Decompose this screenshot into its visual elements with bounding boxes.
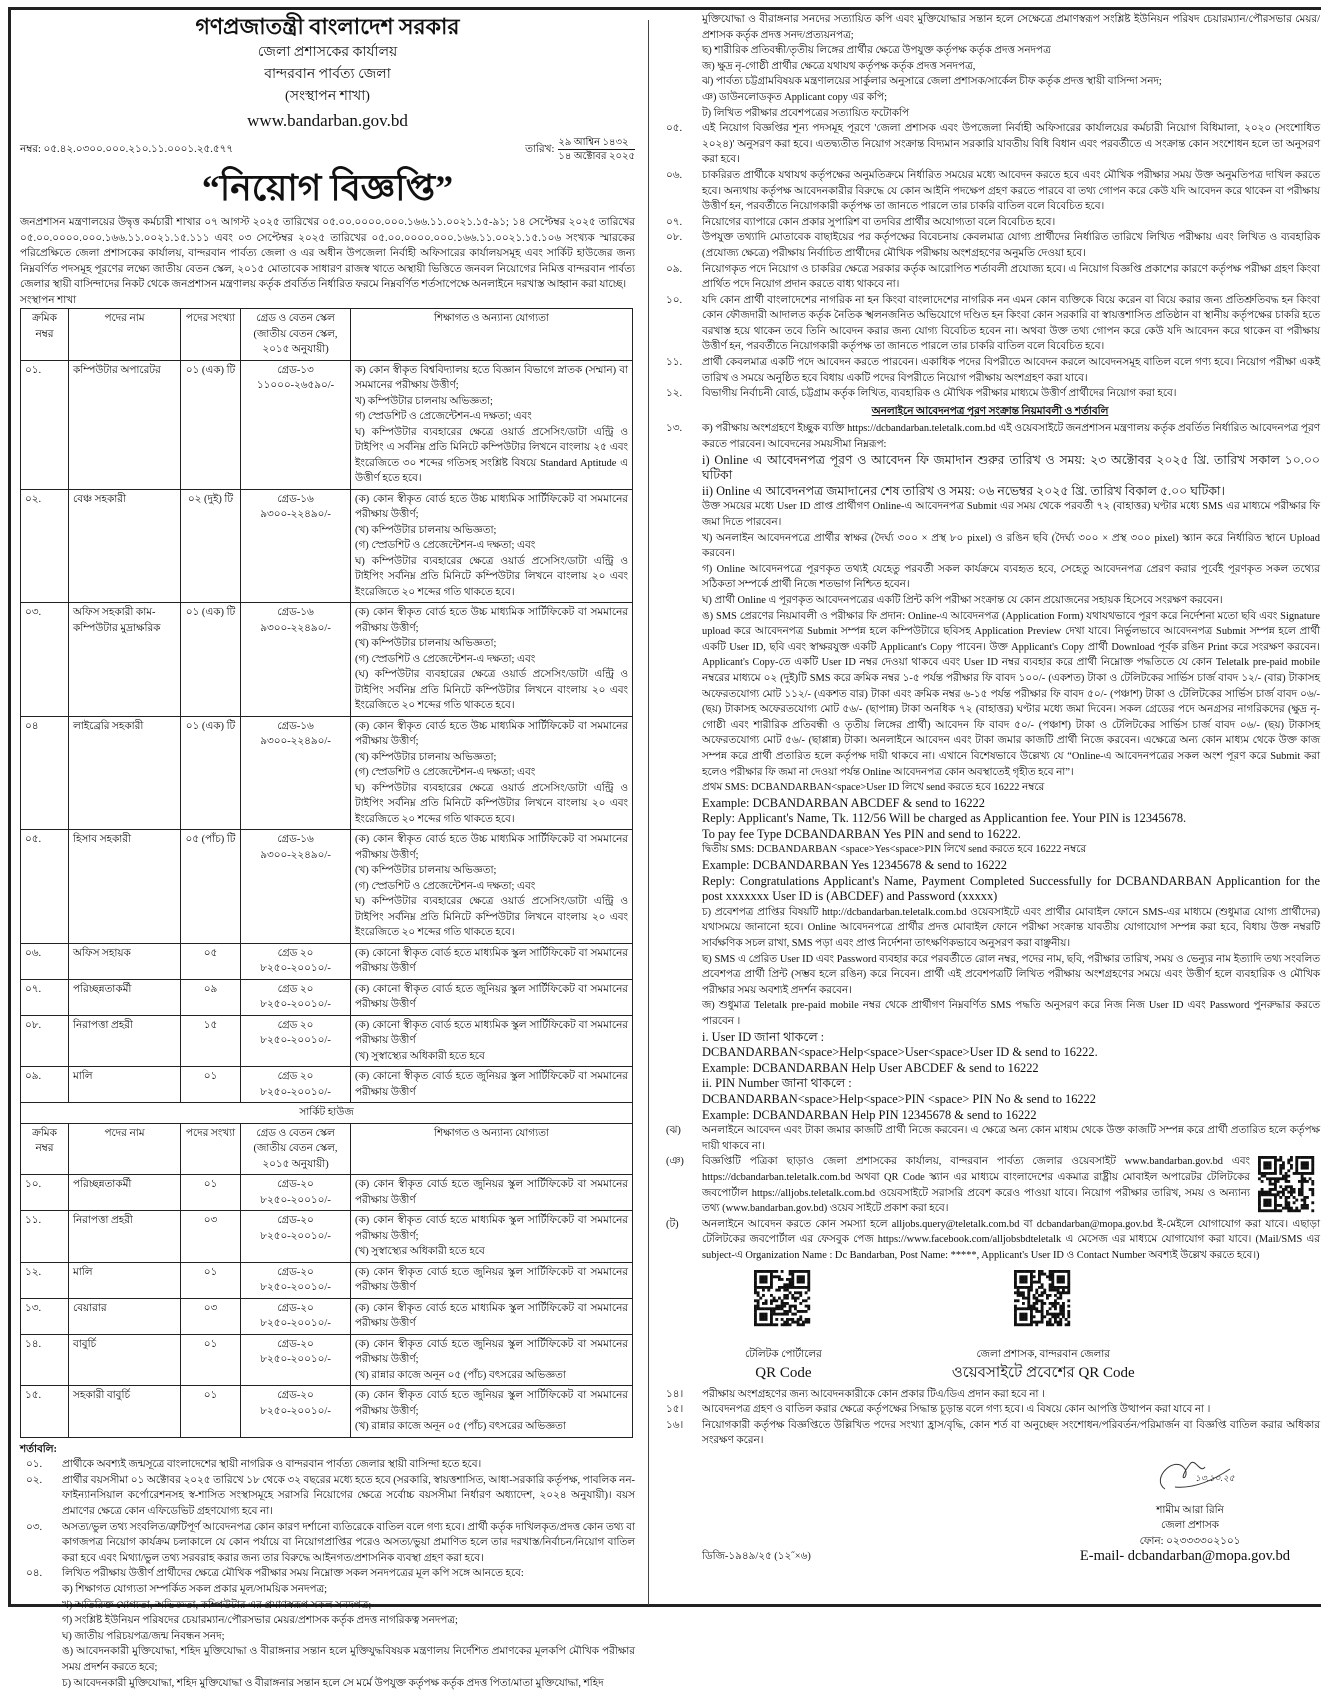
document-list-item: ট) লিখিত পরীক্ষার প্রবেশপত্রের সত্যায়িত ফটোকপি	[702, 106, 1320, 122]
table-row	[21, 489, 633, 603]
pay-scale: ৮২৫০-২০০১০/-	[245, 1193, 346, 1209]
qualifications	[351, 1262, 633, 1298]
qr-code-icon[interactable]	[754, 1270, 812, 1342]
qualifications	[351, 1015, 633, 1067]
post-name: কম্পিউটার অপারেটর	[69, 360, 181, 489]
table-row	[21, 1015, 633, 1067]
post-name: হিসাব সহকারী	[69, 830, 181, 944]
condition-text: বিভাগীয় নির্বাচনী বোর্ড, চট্টগ্রাম কর্তৃক লিখিত, ব্যবহারিক ও মৌখিক পরীক্ষার মাধ্যমে উত্তীর্ণ প্রার্থীদের নিয়োগ করা হবে।	[702, 386, 1320, 402]
qualification-item: (খ) কম্পিউটার চালনায় অভিজ্ঞতা;	[355, 523, 628, 539]
qualification-item: (ঘ) কম্পিউটার ব্যবহারের ক্ষেত্রে ওয়ার্ড প্রসেসিং/ডাটা এন্ট্রি ও টাইপিং সর্বনিম্ন প্রতি মিনিটে কম্পিউটার লিখনে বাংলায় ২০ এবং ইংরেজিতে ২০ শব্দের গতি থাকতে হবে।	[355, 667, 628, 714]
qualifications	[351, 830, 633, 944]
post-name: বাবুর্চি	[69, 1334, 181, 1386]
pay-scale: ৮২৫০-২০০১০/-	[245, 1085, 346, 1101]
qualification-item: ঘ) কম্পিউটার ব্যবহারের ক্ষেত্রে ওয়ার্ড প্রসেসিং/ডাটা এন্ট্রি ও টাইপিং সর্বনিম্ন প্রতি মিনিটে কম্পিউটার লিখনে বাংলায় ২০ এবং ইংরেজিতে ২০ শব্দের গতি থাকতে হবে।	[355, 781, 628, 828]
post-name: সহকারী বাবুর্চি	[69, 1386, 181, 1438]
grade: গ্রেড-১৬	[245, 832, 346, 848]
qualification-item: (গ) স্প্রেডশিট ও প্রেজেন্টেশন-এ দক্ষতা; এবং	[355, 879, 628, 895]
grade: গ্রেড-১৬	[245, 719, 346, 735]
post-count: ০১ (এক) টি	[181, 360, 241, 489]
serial-number: ১২.	[21, 1262, 69, 1298]
online-instruction: খ) অনলাইন আবেদনপত্রে প্রার্থীর স্বাক্ষর (দৈর্ঘ্য ৩০০ × প্রস্থ ৮০ pixel) ও রঙিন ছবি (দৈর্ঘ্য ৩০০ × প্রস্থ ৩০০ pixel) স্ক্যান করে নির্ধারিত স্থানে Upload করবেন।	[702, 531, 1320, 562]
grade: গ্রেড ২০	[245, 1018, 346, 1034]
condition-item	[20, 1473, 635, 1520]
qualification-item: (ক) কোন স্বীকৃত বোর্ড হতে উচ্চ মাধ্যমিক সার্টিফিকেট বা সমমানের পরীক্ষায় উত্তীর্ণ;	[355, 605, 628, 636]
online-instruction: ক) পরীক্ষায় অংশগ্রহণে ইচ্ছুক ব্যক্তি https://dcbandarban.teletalk.com.bd এই ওয়েবসাইটে জনপ্রশাসন মন্ত্রণালয় কর্তৃক প্রবর্তিত নির্ধারিত আবেদনপত্র পূরণ করতে পারবেন। আবেদনের সময়সীমা নিম্নরূপ:	[702, 421, 1320, 452]
grade: গ্রেড-১৬	[245, 605, 346, 621]
grade: গ্রেড ২০	[245, 982, 346, 998]
condition-item	[660, 1123, 1320, 1154]
grade: গ্রেড-২০	[245, 1337, 346, 1353]
document-list-item: ছ) শারীরিক প্রতিবন্ধী/তৃতীয় লিঙ্গের প্রার্থীর ক্ষেত্রে উপযুক্ত কর্তৃপক্ষ কর্তৃক প্রদত্ত সনদপত্র	[702, 43, 1320, 59]
online-instruction: ছ) SMS এ প্রেরিত User ID এবং Password ব্যবহার করে পরবর্তীতে রোল নম্বর, পদের নাম, ছবি, পরীক্ষার তারিখ, সময় ও ভেন্যুর নাম ইত্যাদি তথ্য সংবলিত প্রবেশপত্র প্রার্থী প্রিন্ট (সম্ভব হলে রঙিন) করে নিবেন। প্রার্থী এই প্রবেশপত্রটি লিখিত পরীক্ষায় অংশগ্রহণের সময়ে এবং উত্তীর্ণ হলে ব্যবহারিক ও মৌখিক পরীক্ষার সময় অবশ্যই প্রদর্শন করবেন।	[702, 952, 1320, 999]
online-instruction: Example: DCBANDARBAN ABCDEF & send to 16222	[702, 796, 1320, 812]
online-instruction: ii) Online এ আবেদনপত্র জমাদানের শেষ তারিখ ও সময়: ০৬ নভেম্বর ২০২৫ খ্রি. তারিখ বিকাল ৫.০০ ঘটিকা।	[702, 484, 1320, 500]
item-number: ০৫.	[660, 121, 702, 168]
column-header: গ্রেড ও বেতন স্কেল (জাতীয় বেতন স্কেল, ২০১৫ অনুযায়ী)	[241, 309, 351, 361]
serial-number: ০৮.	[21, 1015, 69, 1067]
qualifications	[351, 1175, 633, 1211]
pay-scale: ৮২৫০-২০০১০/-	[245, 997, 346, 1013]
column-header: শিক্ষাগত ও অন্যান্য যোগ্যতা	[351, 1123, 633, 1175]
left-column	[20, 12, 635, 1691]
table-row	[21, 1334, 633, 1386]
online-instruction: To pay fee Type DCBANDARBAN Yes PIN and send to 16222.	[702, 827, 1320, 843]
online-instruction: Example: DCBANDARBAN Yes 12345678 & send to 16222	[702, 858, 1320, 874]
conditions-title: শর্তাবলি:	[20, 1442, 635, 1458]
item-number: ০৭.	[660, 215, 702, 231]
qualification-item: (ক) কোনো স্বীকৃত বোর্ড হতে জুনিয়র স্কুল সার্টিফিকেট বা সমমানের পরীক্ষায় উত্তীর্ণ	[355, 1069, 628, 1100]
condition-item	[660, 1402, 1320, 1418]
serial-number: ০৪	[21, 716, 69, 830]
post-name: নিরাপত্তা প্রহরী	[69, 1211, 181, 1263]
branch-name: (সংস্থাপন শাখা)	[20, 86, 635, 108]
condition-item	[660, 293, 1320, 355]
post-count: ১৫	[181, 1015, 241, 1067]
signature-block	[1090, 1449, 1290, 1549]
condition-item	[660, 1154, 1320, 1216]
post-count: ০২ (দুই) টি	[181, 489, 241, 603]
column-header: পদের নাম	[69, 1123, 181, 1175]
pay-scale: ৮২৫০-২০০১০/-	[245, 961, 346, 977]
condition-item	[660, 215, 1320, 231]
date-bengali: ২৯ আশ্বিন ১৪৩২	[558, 136, 635, 150]
serial-number: ১০.	[21, 1175, 69, 1211]
pay-scale: ৮২৫০-২০০১০/-	[245, 1404, 346, 1420]
post-count: ০৩	[181, 1211, 241, 1263]
date-label: তারিখ:	[525, 142, 554, 158]
qualification-item: (খ) রান্নার কাজে অনূন ০৫ (পাঁচ) বৎসরের অভিজ্ঞতা	[355, 1419, 628, 1435]
table-row	[21, 979, 633, 1015]
condition-text: নিয়োগকৃত পদে নিয়োগ ও চাকরির ক্ষেত্রে সরকার কর্তৃক আরোপিত শর্তাবলী প্রযোজ্য হবে। এ নিয়োগ বিজ্ঞপ্তি প্রকাশের কারণে কর্তৃপক্ষ পরীক্ষা গ্রহণ কিংবা প্রার্থিত পদে নিয়োগ প্রদান করতে বাধ্য থাকবে না।	[702, 262, 1320, 293]
grade-scale	[241, 1067, 351, 1103]
post-name: অফিস সহকারী কাম-কম্পিউটার মুদ্রাক্ষরিক	[69, 603, 181, 717]
govt-name: গণপ্রজাতন্ত্রী বাংলাদেশ সরকার	[20, 12, 635, 42]
table-row	[21, 830, 633, 944]
grade-scale	[241, 716, 351, 830]
section-label: সংস্থাপন শাখা	[20, 293, 635, 309]
qualification-item: (ক) কোনো স্বীকৃত বোর্ড হতে জুনিয়র স্কুল সার্টিফিকেট বা সমমানের পরীক্ষায় উত্তীর্ণ	[355, 982, 628, 1013]
condition-text: আবেদনপত্র গ্রহণ ও বাতিল করার ক্ষেত্রে কর্তৃপক্ষের সিদ্ধান্ত চূড়ান্ত বলে গণ্য হবে। এ বিষয়ে কোন আপত্তি উত্থাপন করা যাবে না ।	[702, 1402, 1320, 1418]
right-column	[660, 12, 1320, 1565]
qualification-item: (ক) কোন স্বীকৃত বোর্ড হতে উচ্চ মাধ্যমিক সার্টিফিকেট বা সমমানের পরীক্ষায় উত্তীর্ণ;	[355, 719, 628, 750]
page-title: “নিয়োগ বিজ্ঞপ্তি”	[20, 165, 635, 211]
online-instruction: DCBANDARBAN<space>Help<space>User<space>User ID & send to 16222.	[702, 1045, 1320, 1061]
signatory-designation: জেলা প্রশাসক	[1090, 1518, 1290, 1534]
item-number: ১৩.	[660, 421, 702, 1123]
signature-icon	[1145, 1449, 1235, 1497]
condition-text: প্রার্থীকে অবশ্যই জন্মসূত্রে বাংলাদেশের স্থায়ী নাগরিক ও বান্দরবান পার্বত্য জেলার স্থায়ী বাসিন্দা হতে হবে।	[62, 1457, 635, 1473]
table-row	[21, 603, 633, 717]
qualification-item: (গ) স্প্রেডশিট ও প্রেজেন্টেশন-এ দক্ষতা; এবং	[355, 652, 628, 668]
grade-scale	[241, 1334, 351, 1386]
document-list-item: জ) ক্ষুদ্র নৃ-গোষ্ঠী প্রার্থীর ক্ষেত্রে যথাযথ কর্তৃপক্ষ কর্তৃক প্রদত্ত সনদপত্র,	[702, 59, 1320, 75]
post-count: ০১	[181, 1262, 241, 1298]
qualification-item: ঘ) কম্পিউটার ব্যবহারের ক্ষেত্রে ওয়ার্ড প্রসেসিং/ডাটা এন্ট্রি ও টাইপিং এ সর্বনিম্ন প্রতি মিনিটে কম্পিউটার লিখনে বাংলায় ২৫ এবং ইংরেজিতে ৩০ শব্দের গতিসহ সংশ্লিষ্ট বিষয়ে Standard Aptitude এ উত্তীর্ণ হতে হবে।	[355, 425, 628, 487]
column-header: ক্রমিক নম্বর	[21, 1123, 69, 1175]
grade: গ্রেড-২০	[245, 1301, 346, 1317]
post-name: মালি	[69, 1262, 181, 1298]
qualification-item: (ক) কোন স্বীকৃত বোর্ড হতে জুনিয়র স্কুল সার্টিফিকেট বা সমমানের পরীক্ষায় উত্তীর্ণ;	[355, 1337, 628, 1368]
qualification-item: (খ) সুস্বাস্থ্যের অধিকারী হতে হবে	[355, 1244, 628, 1260]
website-link[interactable]: www.bandarban.gov.bd	[20, 108, 635, 134]
grade: গ্রেড-২০	[245, 1177, 346, 1193]
qualifications	[351, 360, 633, 489]
pay-scale: ৯৩০০-২২৪৯০/-	[245, 507, 346, 523]
condition-item	[660, 1418, 1320, 1449]
item-number: ১২.	[660, 386, 702, 402]
serial-number: ১১.	[21, 1211, 69, 1263]
qualification-item: (ক) কোনো স্বীকৃত বোর্ড হতে মাধ্যমিক স্কুল সার্টিফিকেট বা সমমানের পরীক্ষায় উত্তীর্ণ	[355, 946, 628, 977]
memo-number: নম্বর: ০৫.৪২.০৩০০.০০০.২১০.১১.০০০১.২৫.৫৭৭	[20, 142, 233, 158]
grade-scale	[241, 943, 351, 979]
post-count: ০৩	[181, 1298, 241, 1334]
condition-item	[20, 1457, 635, 1473]
grade: গ্রেড-১৩	[245, 363, 346, 379]
condition-item	[660, 230, 1320, 261]
post-count: ০১	[181, 1175, 241, 1211]
qualification-item: ক) কোন স্বীকৃত বিশ্ববিদ্যালয় হতে বিজ্ঞান বিভাগে স্নাতক (সম্মান) বা সমমানের পরীক্ষায় উত্তীর্ণ;	[355, 363, 628, 394]
qualification-item: (খ) রান্নার কাজে অনূন ০৫ (পাঁচ) বৎসরের অভিজ্ঞতা	[355, 1368, 628, 1384]
contact-email[interactable]: E-mail- dcbandarban@mopa.gov.bd	[1080, 1549, 1290, 1565]
qualification-item: (খ) কম্পিউটার চালনায় অভিজ্ঞতা;	[355, 636, 628, 652]
qualification-item: (খ) কম্পিউটার চালনায় অভিজ্ঞতা;	[355, 750, 628, 766]
condition-item	[660, 121, 1320, 168]
condition-text: নিয়োগের ব্যাপারে কোন প্রকার সুপারিশ বা তদবির প্রার্থীর অযোগ্যতা বলে বিবেচিত হবে।	[702, 215, 1320, 231]
document-list-item: ঝ) পার্বত্য চট্টগ্রামবিষয়ক মন্ত্রণালয়ের সার্কুলার অনুসারে জেলা প্রশাসক/সার্কেল চীফ কর্তৃক প্রদত্ত স্থায়ী বাসিন্দা সনদ;	[702, 74, 1320, 90]
online-instruction: চ) প্রবেশপত্র প্রাপ্তির বিষয়টি http://dcbandarban.teletalk.com.bd ওয়েবসাইটে এবং প্রার্থীর মোবাইল ফোনে SMS-এর মাধ্যমে (শুধুমাত্র যোগ্য প্রার্থীদের) যথাসময়ে জানানো হবে। Online আবেদনপত্রে প্রার্থীর প্রদত্ত মোবাইল ফোনে পরীক্ষা সংক্রান্ত যাবতীয় যোগাযোগ সম্পন্ন করা হবে, বিধায় উক্ত নম্বরটি সার্বক্ষণিক সচল রাখা, SMS পড়া এবং প্রাপ্ত নির্দেশনা তাৎক্ষণিকভাবে অনুসরণ করা বাঞ্ছনীয়।	[702, 905, 1320, 952]
qualification-item: (ক) কোন স্বীকৃত বোর্ড হতে উচ্চ মাধ্যমিক সার্টিফিকেট বা সমমানের পরীক্ষায় উত্তীর্ণ;	[355, 492, 628, 523]
online-instruction: জ) শুধুমাত্র Teletalk pre-paid mobile নম্বর থেকে প্রার্থীগণ নিম্নবর্ণিত SMS পদ্ধতি অনুসরণ করে নিজ নিজ User ID এবং Password পুনরুদ্ধার করতে পারবেন ।	[702, 998, 1320, 1029]
online-instruction: i) Online এ আবেদনপত্র পূরণ ও আবেদন ফি জমাদান শুরুর তারিখ ও সময়: ২৩ অক্টোবর ২০২৫ খ্রি. তারিখ সকাল ১০.০০ ঘটিকা	[702, 453, 1320, 484]
post-count: ০১	[181, 1334, 241, 1386]
pay-scale: ১১০০০-২৬৫৯০/-	[245, 378, 346, 394]
table-row	[21, 1386, 633, 1438]
serial-number: ০৩.	[21, 603, 69, 717]
post-count: ০৫	[181, 943, 241, 979]
serial-number: ০৯.	[21, 1067, 69, 1103]
post-count: ০১	[181, 1067, 241, 1103]
condition-item	[660, 262, 1320, 293]
column-header: ক্রমিক নম্বর	[21, 309, 69, 361]
grade-scale	[241, 1015, 351, 1067]
online-instruction: Reply: Congratulations Applicant's Name, Payment Completed Successfully for DCBANDARBAN Applicantion for the post xxxxxxx User ID is (ABCDEF) and Password (xxxxx)	[702, 874, 1320, 905]
pay-scale: ৯৩০০-২২৪৯০/-	[245, 734, 346, 750]
qualification-item: (ক) কোন স্বীকৃত বোর্ড হতে মাধ্যমিক স্কুল সার্টিফিকেট বা সমমানের পরীক্ষায় উত্তীর্ণ	[355, 1301, 628, 1332]
condition-text: অনলাইনে আবেদন এবং টাকা জমার কাজটি প্রার্থী নিজে করবেন। এ ক্ষেত্রে অন্য কোন মাধ্যম থেকে উক্ত কাজটি সম্পন্ন করে প্রার্থী প্রতারিত হলে কর্তৃপক্ষ দায়ী থাকবে না।	[702, 1123, 1320, 1154]
item-number: ০৬.	[660, 168, 702, 215]
condition-text: খ) অতিরিক্ত যোগ্যতা, অভিজ্ঞতা, কম্পিউটার এর প্রমাণস্বরূপ সকল সনদপত্র;	[62, 1598, 635, 1614]
qualifications	[351, 1298, 633, 1334]
grade-scale	[241, 1262, 351, 1298]
item-number: (ট)	[660, 1217, 702, 1264]
qualification-item: ঘ) কম্পিউটার ব্যবহারের ক্ষেত্রে ওয়ার্ড প্রসেসিং/ডাটা এন্ট্রি ও টাইপিং সর্বনিম্ন প্রতি মিনিটে কম্পিউটার লিখনে বাংলায় ২০ এবং ইংরেজিতে ২০ শব্দের গতি থাকতে হবে।	[355, 894, 628, 941]
post-count: ০৫ (পাঁচ) টি	[181, 830, 241, 944]
item-number: ০১.	[20, 1457, 62, 1473]
date-gregorian: ১৪ অক্টোবর ২০২৫	[558, 150, 635, 163]
column-header: পদের সংখ্যা	[181, 309, 241, 361]
section-circuit-house: সার্কিট হাউজ	[21, 1103, 633, 1124]
pay-scale: ৮২৫০-২০০১০/-	[245, 1316, 346, 1332]
condition-item	[660, 1387, 1320, 1403]
condition-text: প্রার্থীর বয়সসীমা ০১ অক্টোবর ২০২৫ তারিখে ১৮ থেকে ৩২ বছরের মধ্যে হতে হবে (সরকারি, স্বায়ত্তশাসিত, আধা-সরকারি কর্তৃপক্ষ, পাবলিক নন-ফাইন্যানসিয়াল কর্পোরেশনসহ স্ব-শাসিত সংস্থাসমূহে সরাসরি নিয়োগের ক্ষেত্রে সর্বোচ্চ বয়সসীমা নির্ধারণ অধ্যাদেশ, ২০২৪ অনুযায়ী)। বয়স প্রমাণের ক্ষেত্রে কোন এফিডেভিট গ্রহণযোগ্য হবে না।	[62, 1473, 635, 1520]
grade-scale	[241, 1298, 351, 1334]
serial-number: ১৫.	[21, 1386, 69, 1438]
item-number: ১৬।	[660, 1418, 702, 1449]
table-row	[21, 1298, 633, 1334]
signatory-name: শামীম আরা রিনি	[1090, 1503, 1290, 1519]
qualification-item: (ক) কোন স্বীকৃত বোর্ড হতে জুনিয়র স্কুল সার্টিফিকেট বা সমমানের পরীক্ষায় উত্তীর্ণ	[355, 1265, 628, 1296]
grade: গ্রেড ২০	[245, 1069, 346, 1085]
grade-scale	[241, 1386, 351, 1438]
condition-item	[660, 386, 1320, 402]
condition-item	[660, 355, 1320, 386]
grade-scale	[241, 1175, 351, 1211]
online-section-title: অনলাইনে আবেদনপত্র পূরণ সংক্রান্ত নিয়মাবলী ও শর্তাবলি	[660, 404, 1320, 420]
pay-scale: ৮২৫০-২০০১০/-	[245, 1280, 346, 1296]
condition-text: ঙ) আবেদনকারী মুক্তিযোদ্ধা, শহিদ মুক্তিযোদ্ধা ও বীরাঙ্গনার সন্তান হলে মুক্তিযুদ্ধবিষয়ক মন্ত্রণালয় নির্দেশিত প্রমাণকের মূলকপি মৌখিক পরীক্ষার সময় প্রদর্শন করতে হবে;	[62, 1644, 635, 1675]
qr-label: ওয়েবসাইটে প্রবেশের QR Code	[952, 1363, 1135, 1383]
post-name: পরিচ্ছন্নতাকর্মী	[69, 979, 181, 1015]
qualification-item: (ক) কোন স্বীকৃত বোর্ড হতে জুনিয়র স্কুল সার্টিফিকেট বা সমমানের পরীক্ষায় উত্তীর্ণ;	[355, 1388, 628, 1419]
item-number: ১১.	[660, 355, 702, 386]
grade: গ্রেড-২০	[245, 1213, 346, 1229]
posts-table	[20, 308, 633, 1438]
serial-number: ০১.	[21, 360, 69, 489]
item-number: (ঞ)	[660, 1154, 702, 1216]
qualifications	[351, 1334, 633, 1386]
online-instruction: দ্বিতীয় SMS: DCBANDARBAN <space>Yes<space>PIN লিখে send করতে হবে 16222 নম্বরে	[702, 842, 1320, 858]
post-count: ০১ (এক) টি	[181, 603, 241, 717]
qualifications	[351, 1386, 633, 1438]
post-count: ০৯	[181, 979, 241, 1015]
condition-text: পরীক্ষায় অংশগ্রহণের জন্য আবেদনকারীকে কোন প্রকার টিএ/ডিএ প্রদান করা হবে না ।	[702, 1387, 1320, 1403]
online-instruction: উক্ত সময়ের মধ্যে User ID প্রাপ্ত প্রার্থীগণ Online-এ আবেদনপত্র Submit এর সময় থেকে পরবর্তী ৭২ (বাহাত্তর) ঘণ্টার মধ্যে SMS এর মাধ্যমে পরীক্ষার ফি জমা দিতে পারবেন।	[702, 499, 1320, 530]
post-name: বেয়ারার	[69, 1298, 181, 1334]
pay-scale: ৯৩০০-২২৪৯০/-	[245, 621, 346, 637]
qualification-item: খ) কম্পিউটার চালনায় অভিজ্ঞতা;	[355, 394, 628, 410]
grade-scale	[241, 979, 351, 1015]
table-row	[21, 1067, 633, 1103]
condition-text: অনলাইনে আবেদন করতে কোন সমস্যা হলে alljobs.query@teletalk.com.bd বা dcbandarban@mopa.gov.bd ই-মেইলে যোগাযোগ করা যাবে। এছাড়া টেলিটকের জবপোর্টাল এর ফেসবুক পেজ https://www.facebook.com/alljobsbdteletalk এ মেসেজ এর মাধ্যমে যোগাযোগ করা যাবে। (Mail/SMS এর subject-এ Organization Name : Dc Bandarban, Post Name: *****, Applicant's User ID ও Contact Number অবশ্যই উল্লেখ করতে হবে।)	[702, 1217, 1320, 1264]
condition-text: চাকরিরত প্রার্থীকে যথাযথ কর্তৃপক্ষের অনুমতিক্রমে নির্ধারিত সময়ের মধ্যে আবেদন করতে হবে এবং মৌখিক পরীক্ষার সময় উক্ত অনুমতিপত্র দাখিল করতে হবে। অন্যথায় কর্তৃপক্ষ আবেদনকারীর বিরুদ্ধে যে কোন আইনি পদক্ষেপ গ্রহণ করতে পারবে বা তথ্য গোপন করে কেউ যদি আবেদন করে থাকেন বা পরীক্ষায় উত্তীর্ণ হন, পরবর্তীতে নিয়োগকারী কর্তৃপক্ষ তা জানতে পারলে তার চাকরি বাতিল বলে বিবেচিত হবে।	[702, 168, 1320, 215]
document-list-item: মুক্তিযোদ্ধা ও বীরাঙ্গনার সনদের সত্যায়িত কপি এবং মুক্তিযোদ্ধার সন্তান হলে সেক্ষেত্রে প্রমাণস্বরূপ সংশ্লিষ্ট ইউনিয়ন পরিষদ চেয়ারম্যান/পৌরসভার মেয়র/প্রশাসক কর্তৃক প্রদত্ত সনদ/প্রত্যয়নপত্র;	[702, 12, 1320, 43]
signatory-phone: ফোন: ০২৩৩৩৩০২১০১	[1090, 1534, 1290, 1550]
grade-scale	[241, 830, 351, 944]
post-name: অফিস সহায়ক	[69, 943, 181, 979]
item-number: (ঝ)	[660, 1123, 702, 1154]
qualification-item: (গ) স্প্রেডশিট ও প্রেজেন্টেশন-এ দক্ষতা; এবং	[355, 538, 628, 554]
qualifications	[351, 943, 633, 979]
qr-code-icon[interactable]	[1258, 1156, 1316, 1214]
condition-text: চ) আবেদনকারী মুক্তিযোদ্ধা, শহিদ মুক্তিযোদ্ধা ও বীরাঙ্গনার সন্তান হলে সে মর্মে উপযুক্ত কর্তৃপক্ষ কর্তৃক প্রদত্ত পিতা/মাতা মুক্তিযোদ্ধা, শহিদ	[62, 1676, 635, 1691]
table-row	[21, 716, 633, 830]
condition-item	[20, 1566, 635, 1691]
qualification-item: ঘ) কম্পিউটার ব্যবহারের ক্ষেত্রে ওয়ার্ড প্রসেসিং/ডাটা এন্ট্রি ও টাইপিং সর্বনিম্ন প্রতি মিনিটে কম্পিউটার লিখনে বাংলায় ২০ এবং ইংরেজিতে ২০ শব্দের গতি থাকতে হবে।	[355, 554, 628, 601]
serial-number: ১৩.	[21, 1298, 69, 1334]
grade: গ্রেড ২০	[245, 946, 346, 962]
online-instruction: Example: DCBANDARBAN Help User ABCDEF & send to 16222	[702, 1061, 1320, 1077]
condition-text: গ) সংশ্লিষ্ট ইউনিয়ন পরিষদের চেয়ারম্যান/পৌরসভার মেয়র/প্রশাসক কর্তৃক প্রদত্ত নাগরিকত্ব সনদপত্র;	[62, 1613, 635, 1629]
pay-scale: ৯৩০০-২২৪৯০/-	[245, 848, 346, 864]
district-name: বান্দরবান পার্বত্য জেলা	[20, 64, 635, 86]
qr-teletalk[interactable]	[745, 1270, 822, 1383]
qualification-item: (ক) কোনো স্বীকৃত বোর্ড হতে মাধ্যমিক স্কুল সার্টিফিকেট বা সমমানের পরীক্ষায় উত্তীর্ণ	[355, 1018, 628, 1049]
qr-caption: জেলা প্রশাসক, বান্দরবান জেলার	[952, 1347, 1135, 1363]
condition-text: উপযুক্ত তথ্যাদি মোতাবেক বাছাইয়ের পর কর্তৃপক্ষের বিবেচনায় কেবলমাত্র যোগ্য প্রার্থীদের নির্ধারিত তারিখে লিখিত পরীক্ষায় এবং লিখিত ও ব্যবহারিক (প্রযোজ্য ক্ষেত্রে) পরীক্ষায় নির্বাচিত প্রার্থীদের মৌখিক পরীক্ষায় অংশগ্রহণের অনুমতি দেওয়া হবে।	[702, 230, 1320, 261]
table-row	[21, 943, 633, 979]
condition-item	[20, 1520, 635, 1567]
qualification-item: (ক) কোন স্বীকৃত বোর্ড হতে মাধ্যমিক স্কুল সার্টিফিকেট বা সমমানের পরীক্ষায় উত্তীর্ণ;	[355, 1213, 628, 1244]
online-instruction: গ) Online আবেদনপত্রে পূরণকৃত তথ্যই যেহেতু পরবর্তী সকল কার্যক্রমে ব্যবহৃত হবে, সেহেতু আবেদনপত্র প্রেরণ করার পূর্বেই পূরণকৃত সকল তথ্যের সঠিকতা সম্পর্কে প্রার্থী নিজে শতভাগ নিশ্চিত হবেন।	[702, 562, 1320, 593]
online-instruction: DCBANDARBAN<space>Help<space>PIN <space> PIN No & send to 16222	[702, 1092, 1320, 1108]
qualifications	[351, 716, 633, 830]
condition-text: এই নিয়োগ বিজ্ঞপ্তির শূন্য পদসমূহ পূরণে 'জেলা প্রশাসক এবং উপজেলা নির্বাহী অফিসারের কার্যালয়ের কর্মচারী নিয়োগ বিধিমালা, ২০২০ (সংশোধিত ২০২৪)' অনুসরণ করা হবে। এতদ্ব্যতীত নিয়োগ সংক্রান্ত বিদ্যমান সরকারি যাবতীয় বিধি বিধান এবং পরবর্তীতে এ সংক্রান্ত কোন সংশোধন হলে তা অনুসরণ করা হবে।	[702, 121, 1320, 168]
online-instruction: ঘ) প্রার্থী Online এ পূরণকৃত আবেদনপত্রের একটি প্রিন্ট কপি পরীক্ষা সংক্রান্ত যে কোন প্রয়োজনের সহায়ক হিসেবে সংরক্ষণ করবেন।	[702, 593, 1320, 609]
pay-scale: ৮২৫০-২০০১০/-	[245, 1229, 346, 1245]
qualifications	[351, 489, 633, 603]
dg-number: ডিজি-১৯৪৯/২৫ (১২˝×৬)	[702, 1549, 811, 1565]
online-instruction: i. User ID জানা থাকলে :	[702, 1030, 1320, 1046]
qualification-item: (খ) কম্পিউটার চালনায় অভিজ্ঞতা;	[355, 863, 628, 879]
qr-label: QR Code	[745, 1363, 822, 1383]
qr-code-icon[interactable]	[1014, 1270, 1072, 1342]
grade-scale	[241, 603, 351, 717]
online-instruction: Reply: Applicant's Name, Tk. 112/56 Will be charged as Applicantion fee. Your PIN is 12345678.	[702, 811, 1320, 827]
condition-text: বিজ্ঞপ্তিটি পত্রিকা ছাড়াও জেলা প্রশাসকের কার্যালয়, বান্দরবান পার্বত্য জেলার ওয়েবসাইট www.bandarban.gov.bd এবং https://dcbandarban.teletalk.com.bd অথবা QR Code স্ক্যান এর মাধ্যমে বাংলাদেশের একমাত্র রাষ্ট্রীয় মোবাইল অপারেটর টেলিটকের জবপোর্টাল https://alljobs.teletalk.com.bd ওয়েবসাইটে সরাসরি প্রবেশ করেও পাওয়া যাবে। নিয়োগ পরীক্ষার তারিখ, সময় ও অন্যান্য তথ্য (www.bandarban.gov.bd) ওয়েব সাইটে প্রকাশ করা হবে।	[702, 1154, 1320, 1216]
serial-number: ০৫.	[21, 830, 69, 944]
qualifications	[351, 1211, 633, 1263]
post-name: নিরাপত্তা প্রহরী	[69, 1015, 181, 1067]
grade-scale	[241, 489, 351, 603]
condition-text: নিয়োগকারী কর্তৃপক্ষ বিজ্ঞপ্তিতে উল্লিখিত পদের সংখ্যা হ্রাস/বৃদ্ধি, কোন শর্ত বা অনুচ্ছেদ সংশোধন/পরিবর্তন/পরিমার্জন বা বিজ্ঞপ্তি বাতিল করার অধিকার সংরক্ষণ করেন।	[702, 1418, 1320, 1449]
issue-date	[525, 136, 635, 163]
item-number: ০২.	[20, 1473, 62, 1520]
column-header: পদের নাম	[69, 309, 181, 361]
post-name: পরিচ্ছন্নতাকর্মী	[69, 1175, 181, 1211]
post-name: মালি	[69, 1067, 181, 1103]
qualifications	[351, 603, 633, 717]
column-header: গ্রেড ও বেতন স্কেল (জাতীয় বেতন স্কেল, ২০১৫ অনুযায়ী)	[241, 1123, 351, 1175]
grade: গ্রেড-১৬	[245, 492, 346, 508]
qr-district-website[interactable]	[952, 1270, 1135, 1383]
signature-date: ১৩.১০.২৫	[1195, 1473, 1235, 1483]
table-row	[21, 1211, 633, 1263]
post-count: ০১ (এক) টি	[181, 716, 241, 830]
table-row	[21, 1262, 633, 1298]
condition-text: অসত্য/ভুল তথ্য সংবলিত/ত্রুটিপূর্ণ আবেদনপত্র কোন কারণ দর্শানো ব্যতিরেকে বাতিল বলে গণ্য হবে। প্রার্থী কর্তৃক দাখিলকৃত/প্রদত্ত কোন তথ্য বা কাগজপত্র নিয়োগ কার্যক্রম চলাকালে যে কোন পর্যায়ে বা নিয়োগপ্রাপ্তির পরেও অসত্য/ভুয়া প্রমাণিত হলে তার দরখাস্ত/নির্বাচন/নিয়োগ বাতিল করা হবে এবং মিথ্যা/ভুল তথ্য সরবরাহ করার জন্য তার বিরুদ্ধে আইনগত/প্রশাসনিক ব্যবস্থা গ্রহণ করা হবে।	[62, 1520, 635, 1567]
pay-scale: ৮২৫০-২০০১০/-	[245, 1352, 346, 1368]
item-number: ০৮.	[660, 230, 702, 261]
post-name: বেঞ্চ সহকারী	[69, 489, 181, 603]
item-number: ০৩.	[20, 1520, 62, 1567]
condition-text: প্রার্থী কেবলমাত্র একটি পদে আবেদন করতে পারবেন। একাধিক পদের বিপরীতে আবেদন করলে আবেদনসমূহ বাতিল বলে গণ্য হবে। নিয়োগ পরীক্ষা একই তারিখ ও সময়ে অনুষ্ঠিত হবে বিধায় একটি পদের বিপরীতে নিয়োগ পরীক্ষায় অংশগ্রহণ করা যাবে।	[702, 355, 1320, 386]
online-instruction: প্রথম SMS: DCBANDARBAN<space>User ID লিখে send করতে হবে 16222 নম্বরে	[702, 780, 1320, 796]
pay-scale: ৮২৫০-২০০১০/-	[245, 1033, 346, 1049]
item-number: ০৪.	[20, 1566, 62, 1691]
item-number: ১৫।	[660, 1402, 702, 1418]
document-list-item: ঞ) ডাউনলোডকৃত Applicant copy এর কপি;	[702, 90, 1320, 106]
condition-item	[660, 168, 1320, 215]
online-instruction: ঙ) SMS প্রেরণের নিয়মাবলী ও পরীক্ষার ফি প্রদান: Online-এ আবেদনপত্র (Application Form) যথাযথভাবে পূরণ করে নির্দেশনা মতো ছবি এবং Signature upload করে আবেদনপত্র Submit সম্পন্ন হলে কম্পিউটারে ছবিসহ Application Preview দেখা যাবে। নির্ভুলভাবে আবেদনপত্র Submit সম্পন্ন হলে প্রার্থী একটি User ID, ছবি এবং স্বাক্ষরযুক্ত একটি Applicant's Copy পাবেন। উক্ত Applicant's Copy প্রার্থী Download পূর্বক রঙিন Print করে সংরক্ষণ করবেন। Applicant's Copy-তে একটি User ID নম্বর দেওয়া থাকবে এবং User ID নম্বর ব্যবহার করে প্রার্থী নিম্নোক্ত পদ্ধতিতে যে কোন Teletalk pre-paid mobile নম্বরের মাধ্যমে ০২ (দুই)টি SMS করে ক্রমিক নম্বর ১-৫ পর্যন্ত পরীক্ষার ফি বাবদ ১০০/- (একশত) টাকা ও টেলিটকের সার্ভিস চার্জ বাবদ ১২/- (বার) টাকাসহ অফেরতযোগ্য মোট ১১২/- (একশত বার) টাকা এবং ক্রমিক নম্বর ৬-১৫ পর্যন্ত পরীক্ষার ফি বাবদ ৫০/- (পঞ্চাশ) টাকা ও টেলিটকের সার্ভিস চার্জ বাবদ ০৬/- (ছয়) টাকাসহ অফেরতযোগ্য মোট ৫৬/- (ছাপান্ন) টাকা অনধিক ৭২ (বাহাত্তর) ঘণ্টার মধ্যে জমা দিবেন। সকল গ্রেডের পদে অনগ্রসর নাগরিকদের (ক্ষুদ্র নৃ-গোষ্ঠী এবং শারীরিক প্রতিবন্ধী ও তৃতীয় লিঙ্গের প্রার্থী) আবেদন ফি বাবদ ৫০/- (পঞ্চাশ) টাকা ও টেলিটকের সার্ভিস চার্জ বাবদ ০৬/- (ছয়) টাকাসহ অফেরতযোগ্য মোট ৫৬/- (ছাপ্পান্ন) টাকা। অনলাইনে আবেদন এবং টাকা জমার কাজটি প্রার্থী নিজে করবেন। এক্ষেত্রে অন্য কোন মাধ্যম থেকে উক্ত কাজ সম্পন্ন করে প্রার্থী প্রতারিত হলে কর্তৃপক্ষ দায়ী থাকবে না। এখানে বিশেষভাবে উল্লেখ্য যে “Online-এ আবেদনপত্রের সকল অংশ পূরণ করে Submit করা হলেও পরীক্ষার ফি জমা না দেওয়া পর্যন্ত Online আবেদনপত্র কোন অবস্থাতেই গৃহীত হবে না”।	[702, 609, 1320, 781]
column-header: পদের সংখ্যা	[181, 1123, 241, 1175]
item-number: ০৯.	[660, 262, 702, 293]
serial-number: ১৪.	[21, 1334, 69, 1386]
qr-caption: টেলিটক পোর্টালের	[745, 1347, 822, 1363]
table-row	[21, 360, 633, 489]
serial-number: ০২.	[21, 489, 69, 603]
post-name: লাইব্রেরি সহকারী	[69, 716, 181, 830]
grade: গ্রেড-২০	[245, 1388, 346, 1404]
qualification-item: (ক) কোন স্বীকৃত বোর্ড হতে উচ্চ মাধ্যমিক সার্টিফিকেট বা সমমানের পরীক্ষায় উত্তীর্ণ;	[355, 832, 628, 863]
condition-item	[660, 1217, 1320, 1264]
qualifications	[351, 1067, 633, 1103]
condition-text: যদি কোন প্রার্থী বাংলাদেশের নাগরিক না হন কিংবা বাংলাদেশের নাগরিক নন এমন কোন ব্যক্তিকে বিয়ে করেন বা বিয়ে করার জন্য প্রতিশ্রুতিবদ্ধ হন কিংবা কোন ফৌজদারী আদালত কর্তৃক নৈতিক স্খলনজনিত অভিযোগে দণ্ডিত হন কিংবা কোন সরকারি বা স্বায়ত্তশাসিত প্রতিষ্ঠান বা স্থানীয় কর্তৃপক্ষের চাকরি হতে বরখাস্ত হয়ে থাকেন তবে তিনি আবেদন করার জন্য যোগ্য বিবেচিত হবেন না। অথবা উক্ত তথ্য গোপন করে কেউ যদি আবেদন করে থাকেন বা পরীক্ষায় উত্তীর্ণ হন, পরবর্তীতে নিয়োগকারী কর্তৃপক্ষ তা জানতে পারলে তার চাকরি বাতিল বলে বিবেচিত হবে।	[702, 293, 1320, 355]
condition-text: লিখিত পরীক্ষায় উত্তীর্ণ প্রার্থীদের ক্ষেত্রে মৌখিক পরীক্ষার সময় নিম্নোক্ত সকল সনদপত্রের মূল কপি সঙ্গে আনতে হবে:	[62, 1566, 635, 1582]
condition-text: ঘ) জাতীয় পরিচয়পত্র/জন্ম নিবন্ধন সনদ;	[62, 1629, 635, 1645]
qualifications	[351, 979, 633, 1015]
qualification-item: (ক) কোন স্বীকৃত বোর্ড হতে জুনিয়র স্কুল সার্টিফিকেট বা সমমানের পরীক্ষায় উত্তীর্ণ	[355, 1177, 628, 1208]
grade-scale	[241, 360, 351, 489]
table-row	[21, 1175, 633, 1211]
qualification-item: (খ) সুস্বাস্থ্যের অধিকারী হতে হবে	[355, 1049, 628, 1065]
column-header: শিক্ষাগত ও অন্যান্য যোগ্যতা	[351, 309, 633, 361]
serial-number: ০৭.	[21, 979, 69, 1015]
grade: গ্রেড-২০	[245, 1265, 346, 1281]
online-instruction: Example: DCBANDARBAN Help PIN 12345678 & send to 16222	[702, 1108, 1320, 1124]
online-instruction: ii. PIN Number জানা থাকলে :	[702, 1076, 1320, 1092]
condition-text: ক) শিক্ষাগত যোগ্যতা সম্পর্কিত সকল প্রকার মূল/সাময়িক সনদপত্র;	[62, 1582, 635, 1598]
item-number: ১৪।	[660, 1387, 702, 1403]
intro-paragraph: জনপ্রশাসন মন্ত্রণালয়ের উদ্বৃত্ত কর্মচারী শাখার ০৭ আগস্ট ২০২৫ তারিখের ০৫.০০.০০০০.০০০.১৬৬.১১.০০২১.১৫-৯১; ১৪ সেপ্টেম্বর ২০২৫ তারিখের ০৫.০০.০০০০.০০০.১৬৬.১১.০০২১.১৫.১১১ এবং ০৩ সেপ্টেম্বর ২০২৫ তারিখের ০৫.০০.০০০০.০০০.১৬৬.১১.০০২১.১৫.১০৬ সংখ্যক স্মারকের পরিপ্রেক্ষিতে জেলা প্রশাসকের কার্যালয়, বান্দরবান পার্বত্য জেলা ও এর অধীন উপজেলা নির্বাহী অফিসারের কার্যালয়সমূহ এবং সার্কিট হাউজের জন্য নিম্নবর্ণিত পদসমূহ পূরণের লক্ষ্যে জাতীয় বেতন স্কেল, ২০১৫ মোতাবেক সাধারণ রাজস্ব খাতে অস্থায়ী ভিত্তিতে জনবল নিয়োগের নিমিত্ত বান্দরবান পার্বত্য জেলার স্থায়ী বাসিন্দাদের নিকট থেকে জনপ্রশাসন মন্ত্রণালয় কর্তৃক প্রবর্তিত নির্ধারিত ফরমে নিম্নবর্ণিত শর্তসাপেক্ষে অনলাইনে দরখাস্ত আহ্বান করা যাচ্ছে।	[20, 215, 635, 293]
post-count: ০১	[181, 1386, 241, 1438]
qualification-item: গ) স্প্রেডশিট ও প্রেজেন্টেশন-এ দক্ষতা; এবং	[355, 409, 628, 425]
grade-scale	[241, 1211, 351, 1263]
item-number: ১০.	[660, 293, 702, 355]
office-name: জেলা প্রশাসকের কার্যালয়	[20, 42, 635, 64]
serial-number: ০৬.	[21, 943, 69, 979]
column-divider	[648, 20, 649, 1605]
qualification-item: (গ) স্প্রেডশিট ও প্রেজেন্টেশন-এ দক্ষতা; এবং	[355, 765, 628, 781]
